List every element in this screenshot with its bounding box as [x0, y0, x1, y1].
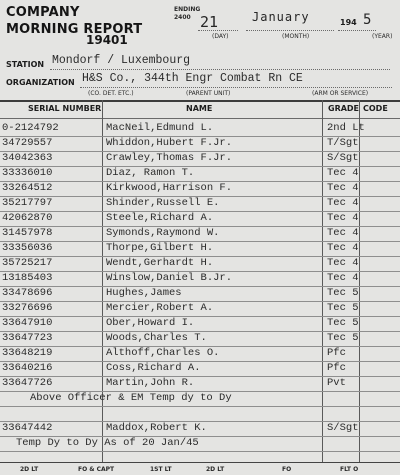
- entry-name: Woods,Charles T.: [106, 332, 207, 344]
- entry-remark: Above Officer & EM Temp dy to Dy: [30, 392, 232, 404]
- entry-grade: Pvt: [327, 377, 346, 389]
- header-rule-top: [0, 100, 400, 102]
- entry-grade: S/Sgt: [327, 152, 359, 164]
- ending-time: 2400: [174, 14, 191, 21]
- col-code-header: CODE: [363, 104, 388, 113]
- ending-year-digit: 5: [363, 12, 372, 28]
- entry-serial: 35217797: [2, 197, 53, 209]
- entry-serial: 33648219: [2, 347, 53, 359]
- form-title-line2: MORNING REPORT: [6, 22, 143, 37]
- day-caption: (DAY): [212, 33, 229, 40]
- year-caption: (YEAR): [372, 33, 393, 40]
- header-rule-bottom: [0, 118, 400, 119]
- col-grade-header: GRADE: [328, 104, 360, 113]
- entry-name: Hughes,James: [106, 287, 182, 299]
- footer-col-fo-capt: FO & CAPT: [78, 466, 115, 473]
- entry-serial: 33264512: [2, 182, 53, 194]
- entry-serial: 33356036: [2, 242, 53, 254]
- footer-col-1stlt: 1ST LT: [150, 466, 172, 473]
- entry-grade: Tec 5: [327, 332, 359, 344]
- entry-grade: Tec 5: [327, 302, 359, 314]
- entry-name: Crawley,Thomas F.Jr.: [106, 152, 233, 164]
- entry-grade: Tec 4: [327, 197, 359, 209]
- entry-name: Shinder,Russell E.: [106, 197, 220, 209]
- entry-grade: Pfc: [327, 347, 346, 359]
- ending-year-prefix: 194: [340, 18, 357, 27]
- entry-serial: 33647723: [2, 332, 53, 344]
- entry-name: Kirkwood,Harrison F.: [106, 182, 233, 194]
- entry-grade: 2nd Lt: [327, 122, 365, 134]
- ending-label: ENDING: [174, 6, 201, 13]
- entry-serial: 33336010: [2, 167, 53, 179]
- footer-col-fo: FO: [282, 466, 292, 473]
- entry-serial: 33647910: [2, 317, 53, 329]
- entry-grade: Tec 4: [327, 242, 359, 254]
- footer-col-2dlt-left: 2D LT: [20, 466, 39, 473]
- entry-name: Mercier,Robert A.: [106, 302, 214, 314]
- entry-serial: 33647442: [2, 422, 53, 434]
- entry-grade: S/Sgt: [327, 422, 359, 434]
- entry-serial: 31457978: [2, 227, 53, 239]
- entry-grade: Pfc: [327, 362, 346, 374]
- entry-name: Symonds,Raymond W.: [106, 227, 220, 239]
- entry-name: Althoff,Charles O.: [106, 347, 220, 359]
- col-serial-header: SERIAL NUMBER: [28, 104, 102, 113]
- entry-grade: Tec 4: [327, 227, 359, 239]
- entry-grade: Tec 4: [327, 272, 359, 284]
- entry-grade: Tec 4: [327, 182, 359, 194]
- footer-col-2dlt: 2D LT: [206, 466, 225, 473]
- entry-grade: Tec 4: [327, 257, 359, 269]
- entry-grade: Tec 5: [327, 317, 359, 329]
- entry-serial: 34042363: [2, 152, 53, 164]
- entry-serial: 13185403: [2, 272, 53, 284]
- organization-label: ORGANIZATION: [6, 78, 75, 87]
- entry-serial: 0-2124792: [2, 122, 59, 134]
- entry-name: MacNeil,Edmund L.: [106, 122, 214, 134]
- report-number: 19401: [86, 33, 128, 47]
- entry-serial: 33647726: [2, 377, 53, 389]
- entry-name: Thorpe,Gilbert H.: [106, 242, 214, 254]
- entry-name: Maddox,Robert K.: [106, 422, 207, 434]
- entry-serial: 33478696: [2, 287, 53, 299]
- footer-col-flto: FLT O: [340, 466, 359, 473]
- entry-grade: T/Sgt: [327, 137, 359, 149]
- entry-grade: Tec 4: [327, 167, 359, 179]
- entry-list: [0, 120, 400, 455]
- organization-value: H&S Co., 344th Engr Combat Rn CE: [82, 72, 303, 85]
- org-caption-parent: (PARENT UNIT): [186, 90, 231, 97]
- entry-serial: 42062870: [2, 212, 53, 224]
- ending-day: 21: [200, 13, 219, 31]
- entry-grade: Tec 5: [327, 287, 359, 299]
- station-value: Mondorf / Luxembourg: [52, 54, 191, 67]
- month-caption: (MONTH): [282, 33, 310, 40]
- entry-grade: Tec 4: [327, 212, 359, 224]
- entry-serial: 35725217: [2, 257, 53, 269]
- station-label: STATION: [6, 60, 45, 69]
- org-caption-unit: (CO. DET. ETC.): [88, 90, 134, 97]
- entry-name: Ober,Howard I.: [106, 317, 195, 329]
- entry-serial: 33640216: [2, 362, 53, 374]
- entry-name: Coss,Richard A.: [106, 362, 201, 374]
- entry-name: Martin,John R.: [106, 377, 195, 389]
- entry-remark: Temp Dy to Dy As of 20 Jan/45: [16, 437, 199, 449]
- col-name-header: NAME: [186, 104, 213, 113]
- entry-name: Diaz, Ramon T.: [106, 167, 195, 179]
- entry-name: Winslow,Daniel B.Jr.: [106, 272, 233, 284]
- entry-name: Wendt,Gerhardt H.: [106, 257, 214, 269]
- org-caption-arm: (ARM OR SERVICE): [312, 90, 369, 97]
- entry-name: Whiddon,Hubert F.Jr.: [106, 137, 233, 149]
- entry-serial: 33276696: [2, 302, 53, 314]
- strength-footer: [0, 462, 400, 475]
- ending-month: January: [252, 10, 310, 24]
- entry-row: [0, 435, 400, 452]
- entry-name: Steele,Richard A.: [106, 212, 214, 224]
- form-title-line1: COMPANY: [6, 5, 80, 20]
- entry-serial: 34729557: [2, 137, 53, 149]
